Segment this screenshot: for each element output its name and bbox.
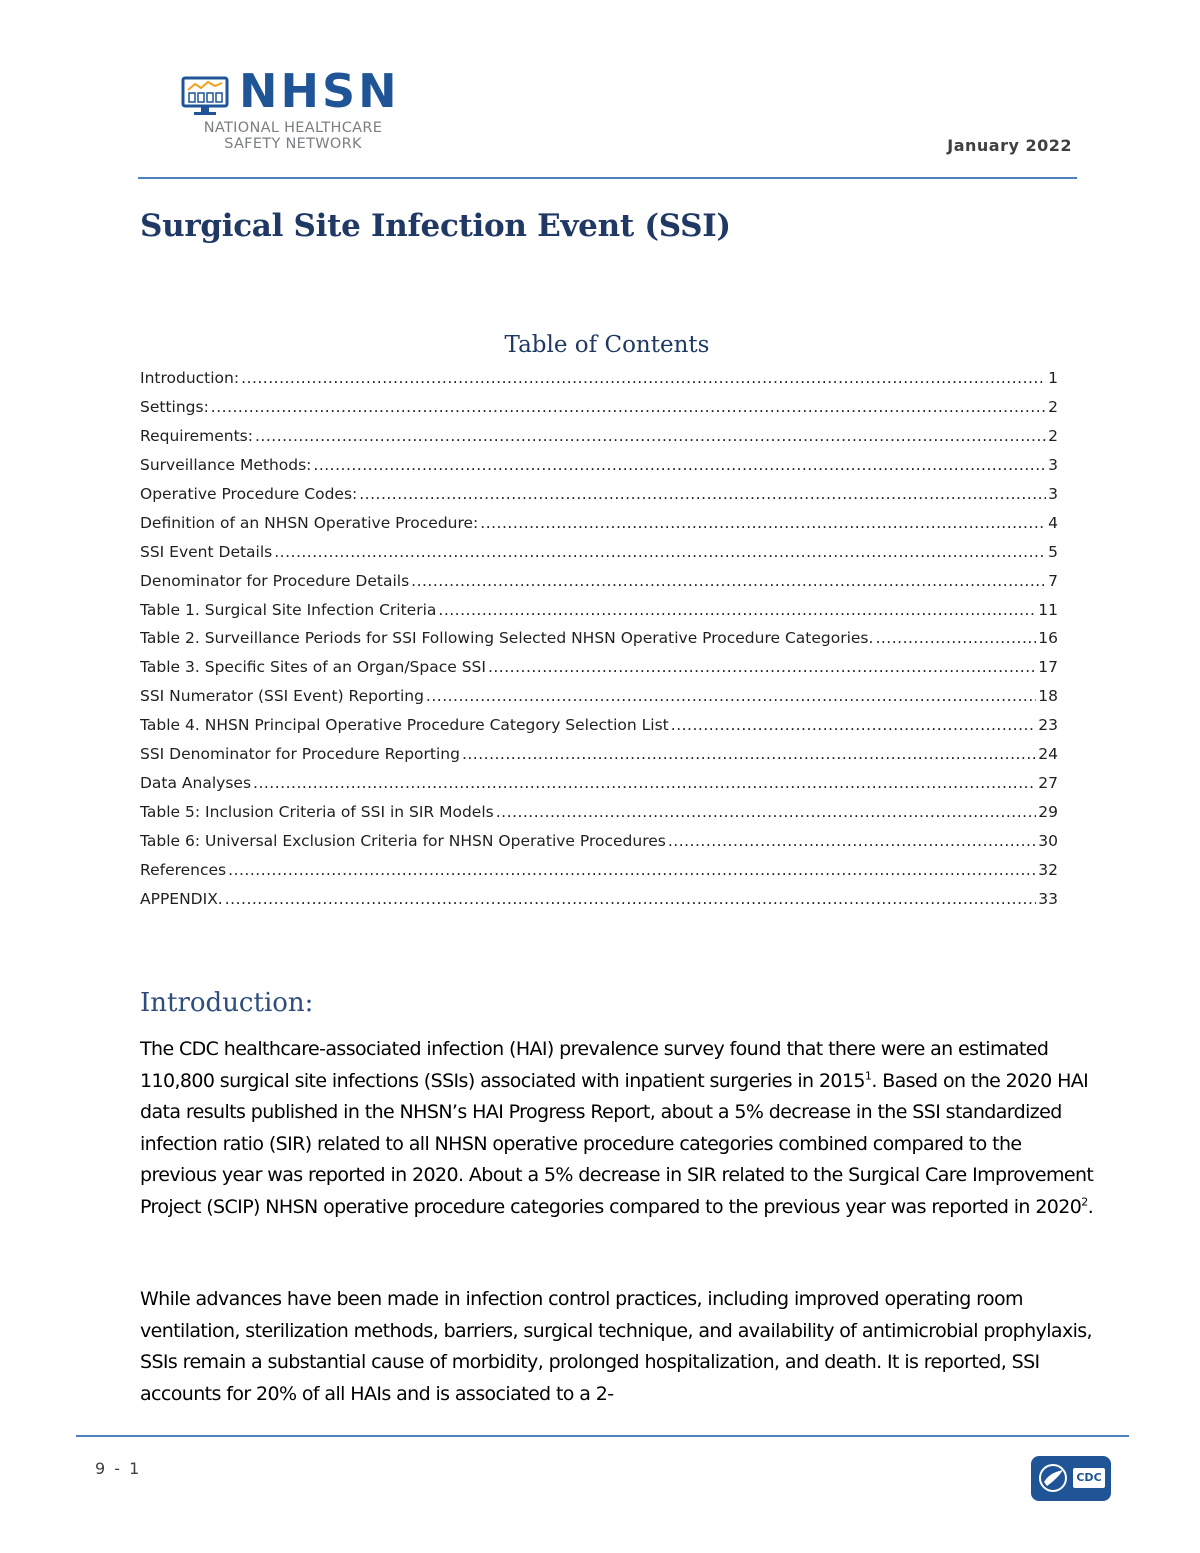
introduction-paragraph-2: While advances have been made in infection control practices, including improved operating room ventilation, sterilization methods, barriers, surgical technique, and availability of antimicrobial prophylaxis, SSIs remain a substantial cause of morbidity, prolonged hospitalization, and death. It is reported, SSI accounts for 20% of all HAIs and is associated to a 2- <box>140 1288 1093 1405</box>
toc-entry-page[interactable]: 30 <box>1038 832 1058 850</box>
logo-subtitle-line2: SAFETY NETWORK <box>224 136 362 152</box>
toc-entry-label[interactable]: Table 6: Universal Exclusion Criteria for NHSN Operative Procedures <box>140 832 666 850</box>
logo-subtitle <box>183 120 403 152</box>
cdc-logo <box>1031 1456 1111 1501</box>
toc-entry-page[interactable]: 27 <box>1038 774 1058 793</box>
toc-dot-leader <box>488 653 1036 682</box>
header-divider <box>138 177 1077 179</box>
toc-entry-label[interactable]: SSI Denominator for Procedure Reporting <box>140 745 460 764</box>
toc-entry[interactable] <box>140 451 1058 480</box>
toc-entry-label[interactable]: Table 4. NHSN Principal Operative Procedure Category Selection List <box>140 716 669 735</box>
toc-entry[interactable] <box>140 711 1058 740</box>
toc-entry-label[interactable]: APPENDIX. <box>140 889 223 908</box>
toc-entry-page[interactable]: 2 <box>1048 397 1058 416</box>
toc-entry-page[interactable]: 18 <box>1038 687 1058 706</box>
toc-entry[interactable] <box>140 480 1058 509</box>
toc-entry-label[interactable]: Introduction: <box>140 369 240 387</box>
introduction-paragraph-1 <box>140 1034 1100 1223</box>
toc-entry[interactable] <box>140 422 1058 451</box>
toc-entry-page[interactable]: 4 <box>1048 513 1058 532</box>
toc-dot-leader <box>411 567 1046 596</box>
toc-entry-page[interactable]: 32 <box>1038 860 1058 879</box>
para1-text-a: The CDC healthcare-associated infection (HAI) prevalence survey found that there were an estimated 110,800 surgical site infections (SSIs) associated with inpatient surgeries in 2015 <box>140 1038 1049 1092</box>
monitor-chart-icon <box>181 76 229 118</box>
toc-dot-leader <box>225 885 1037 914</box>
toc-entry-page[interactable]: 7 <box>1048 571 1058 590</box>
logo-subtitle-line1: NATIONAL HEALTHCARE <box>203 120 383 136</box>
toc-entry-page[interactable]: 3 <box>1048 455 1058 474</box>
toc-dot-leader <box>496 798 1037 827</box>
toc-entry-page[interactable]: 16 <box>1038 629 1058 648</box>
toc-entry[interactable] <box>140 393 1058 422</box>
toc-dot-leader <box>241 364 1046 393</box>
hhs-eagle-icon <box>1033 1456 1073 1501</box>
toc-entry[interactable] <box>140 798 1058 827</box>
toc-entry[interactable] <box>140 624 1058 653</box>
toc-entry[interactable] <box>140 653 1058 682</box>
toc-dot-leader <box>313 451 1046 480</box>
toc-entry-page[interactable]: 5 <box>1048 542 1058 561</box>
toc-entry[interactable] <box>140 364 1058 393</box>
toc-dot-leader <box>228 856 1036 885</box>
toc-dot-leader <box>255 422 1046 451</box>
section-heading-introduction: Introduction: <box>140 988 314 1018</box>
toc-dot-leader <box>359 480 1046 509</box>
toc-entry[interactable] <box>140 538 1058 567</box>
para1-text-c: . <box>1087 1195 1094 1218</box>
footnote-ref-2[interactable]: 2 <box>1081 1195 1088 1209</box>
toc-dot-leader <box>480 509 1046 538</box>
toc-entry-page[interactable]: 29 <box>1038 803 1058 822</box>
toc-entry-page[interactable]: 1 <box>1048 369 1058 387</box>
toc-entry-label[interactable]: Settings: <box>140 397 209 416</box>
toc-entry[interactable] <box>140 567 1058 596</box>
toc-entry-label[interactable]: Table 5: Inclusion Criteria of SSI in SIR Models <box>140 803 494 822</box>
footnote-ref-1[interactable]: 1 <box>864 1069 872 1083</box>
toc-entry-page[interactable]: 23 <box>1038 716 1058 735</box>
para1-text-b: . Based on the 2020 HAI data results published in the NHSN’s HAI Progress Report, about a 5% decrease in the SSI standardized infection ratio (SIR) related to all NHSN operative procedure categories combined compared to the previous year was reported in 2020. About a 5% decrease in SIR related to the Surgical Care Improvement Project (SCIP) NHSN operative procedure categories compared to the previous year was reported in 2020 <box>140 1069 1094 1218</box>
toc-entry-page[interactable]: 24 <box>1038 745 1058 764</box>
toc-heading: Table of Contents <box>504 332 710 358</box>
page-number: 9 - 1 <box>95 1459 142 1478</box>
toc-entry-page[interactable]: 3 <box>1048 484 1058 503</box>
nhsn-logo <box>181 64 411 154</box>
toc-entry[interactable] <box>140 827 1058 856</box>
toc-entry-page[interactable]: 2 <box>1048 426 1058 445</box>
toc-dot-leader <box>253 769 1036 798</box>
toc-entry[interactable] <box>140 769 1058 798</box>
toc-entry-label[interactable]: Table 3. Specific Sites of an Organ/Space SSI <box>140 658 486 677</box>
toc-entry-label[interactable]: Denominator for Procedure Details <box>140 571 410 590</box>
toc-entry-label[interactable]: Table 2. Surveillance Periods for SSI Following Selected NHSN Operative Procedure Categories. <box>140 629 874 648</box>
toc-entry[interactable] <box>140 596 1058 625</box>
toc-entry-page[interactable]: 33 <box>1038 889 1058 908</box>
toc-dot-leader <box>211 393 1046 422</box>
toc-entry-label[interactable]: References <box>140 860 227 879</box>
toc-entry[interactable] <box>140 740 1058 769</box>
header-date: January 2022 <box>947 136 1072 155</box>
toc-entry-label[interactable]: Table 1. Surgical Site Infection Criteria <box>140 600 437 619</box>
toc-entry-label[interactable]: Requirements: <box>140 426 253 445</box>
toc-entry[interactable] <box>140 682 1058 711</box>
toc-dot-leader <box>274 538 1046 567</box>
toc-entry-label[interactable]: Surveillance Methods: <box>140 455 312 474</box>
toc-entry-label[interactable]: Operative Procedure Codes: <box>140 484 358 503</box>
toc-entry[interactable] <box>140 856 1058 885</box>
toc-entry-page[interactable]: 11 <box>1038 600 1058 619</box>
cdc-logo-text: CDC <box>1073 1468 1105 1488</box>
toc-entry[interactable] <box>140 509 1058 538</box>
toc-dot-leader <box>438 596 1036 625</box>
toc-entry-label[interactable]: Data Analyses <box>140 774 252 793</box>
toc-dot-leader <box>426 682 1036 711</box>
toc-dot-leader <box>462 740 1036 769</box>
toc-entry-label[interactable]: SSI Event Details <box>140 542 273 561</box>
toc-entry-page[interactable]: 17 <box>1038 658 1058 677</box>
logo-wordmark: NHSN <box>239 64 400 118</box>
toc-entry-label[interactable]: SSI Numerator (SSI Event) Reporting <box>140 687 424 706</box>
footer-divider <box>76 1435 1129 1437</box>
toc-dot-leader <box>671 711 1037 740</box>
toc-entry-label[interactable]: Definition of an NHSN Operative Procedure: <box>140 513 479 532</box>
table-of-contents <box>140 364 1058 914</box>
document-title: Surgical Site Infection Event (SSI) <box>140 208 731 244</box>
toc-dot-leader <box>668 827 1036 856</box>
toc-dot-leader <box>875 624 1036 653</box>
toc-entry[interactable] <box>140 885 1058 914</box>
